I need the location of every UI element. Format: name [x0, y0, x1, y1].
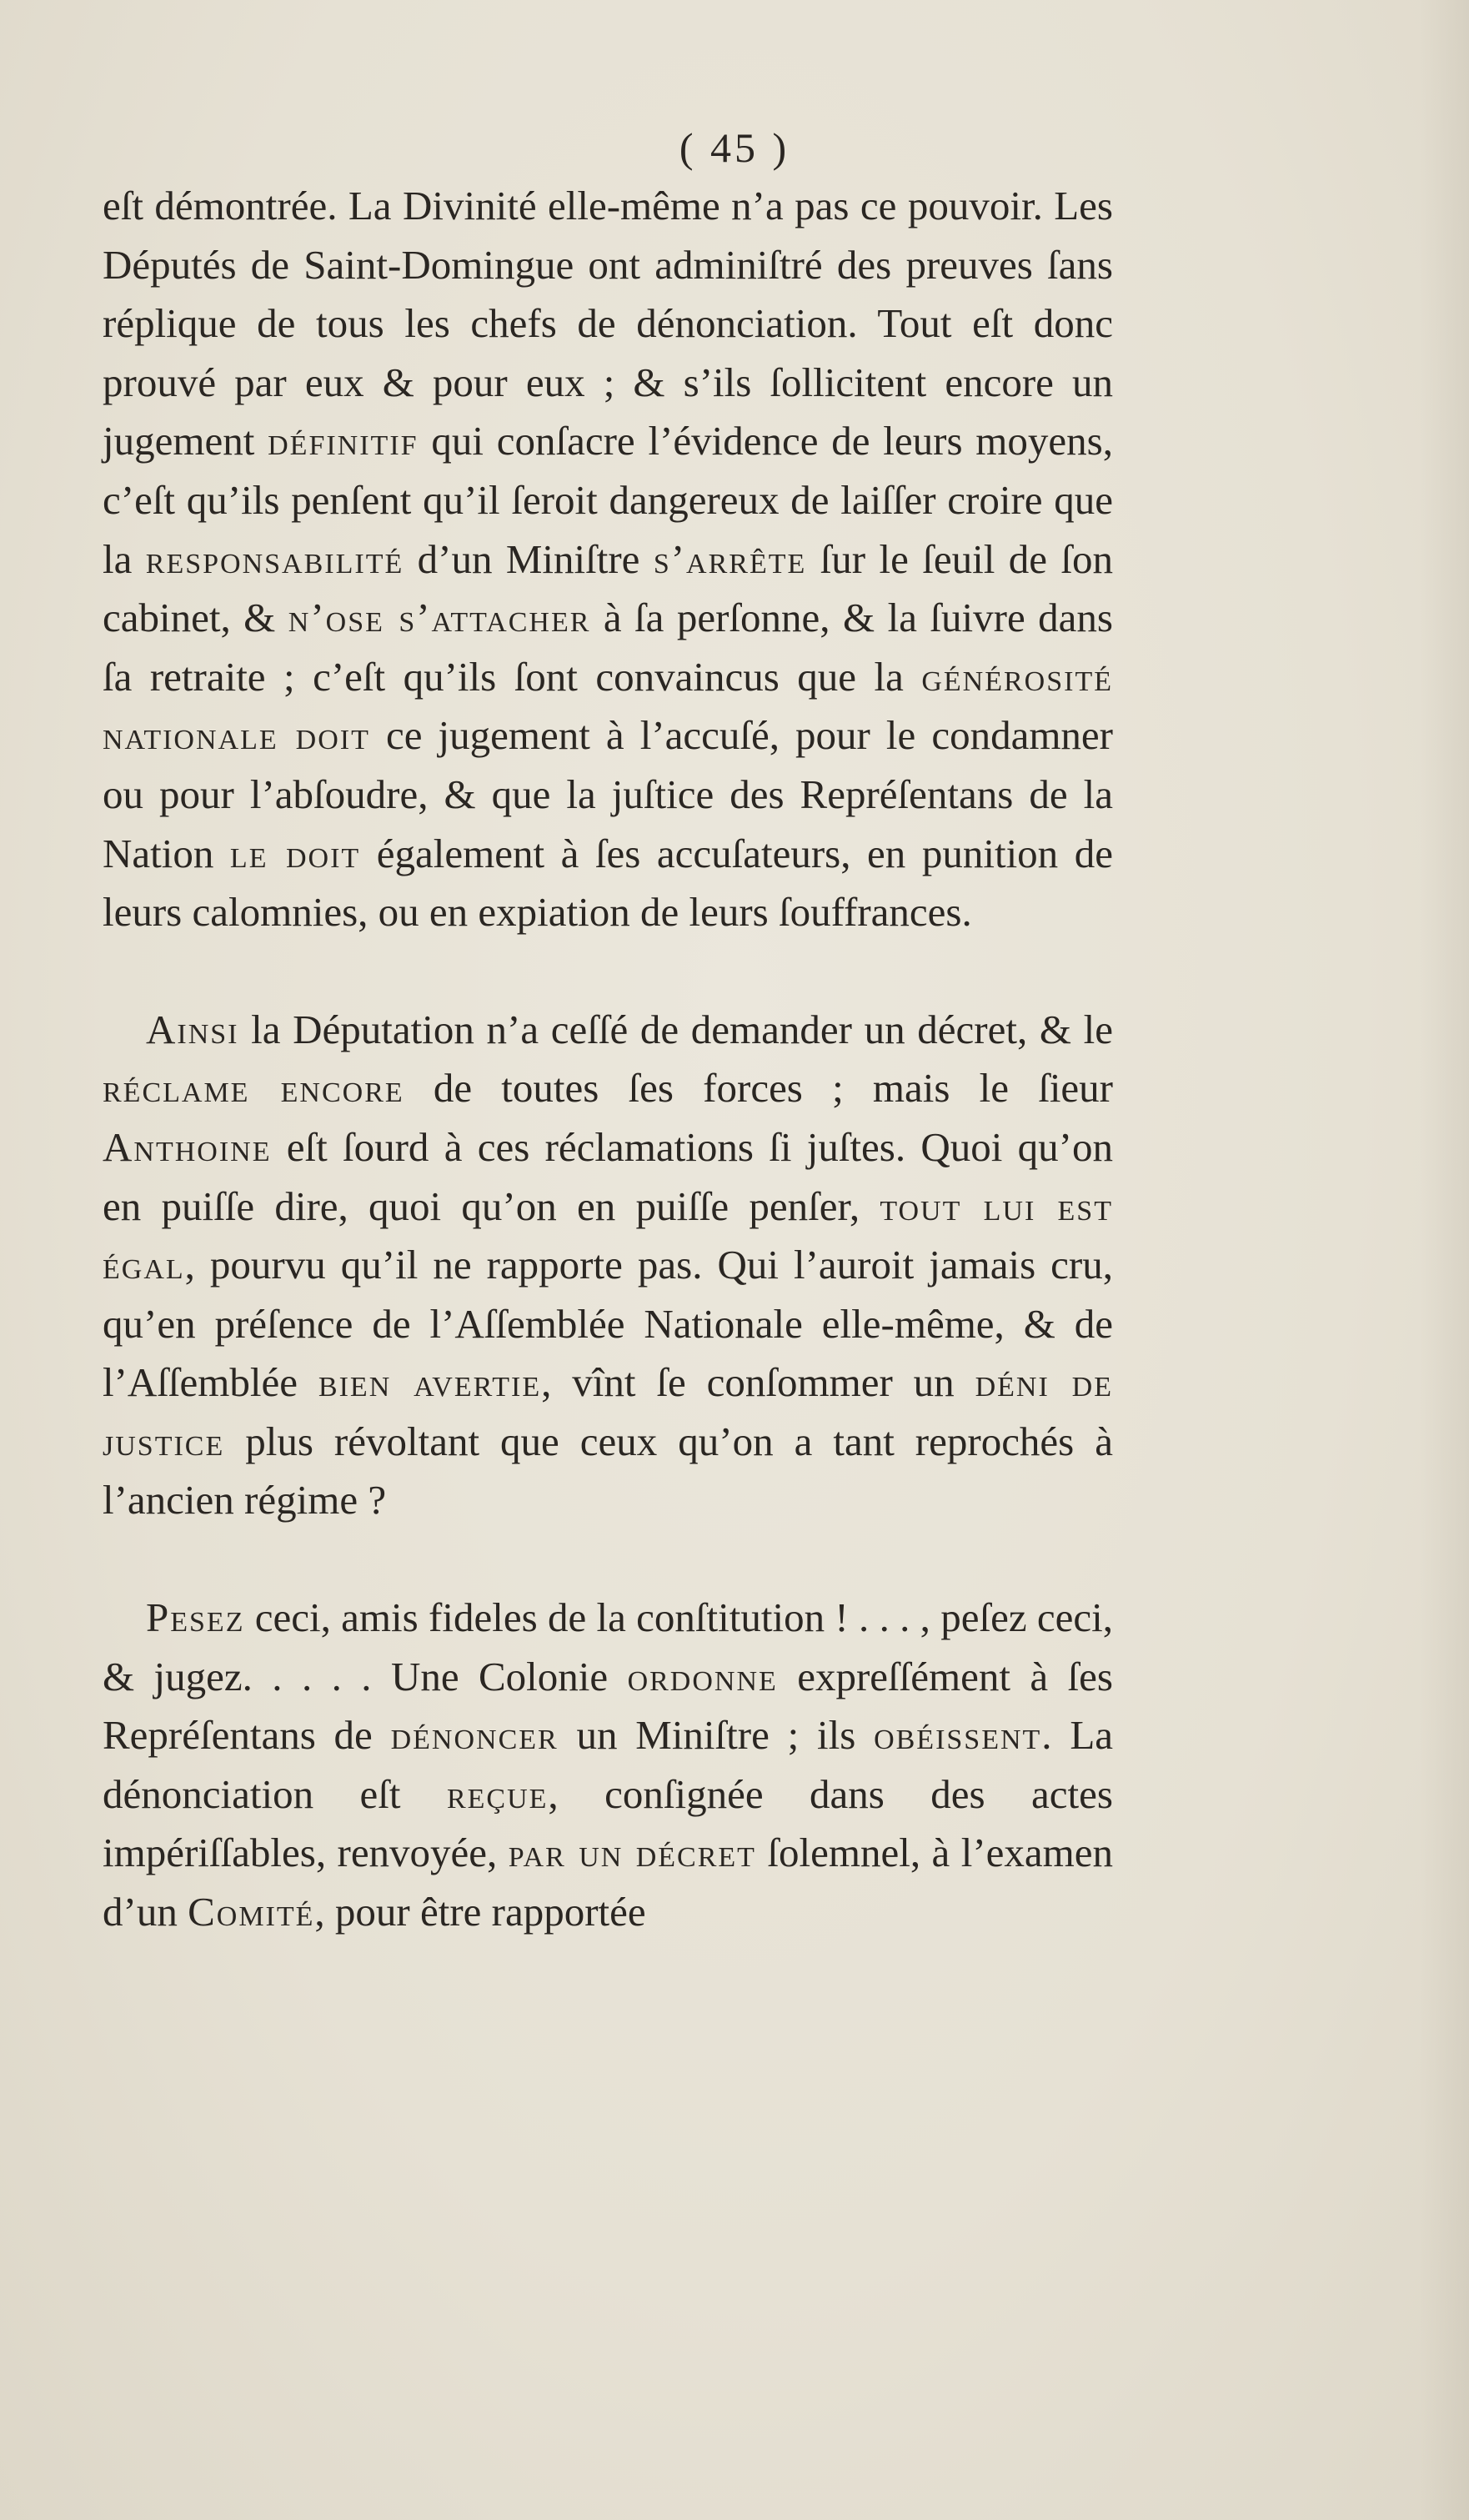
- text-run: eſt démontrée. La Divinité elle-même n’a pas ce pouvoir. Les Députés de Saint-Domingue ont adminiſtré des preuves ſans réplique de tous les chefs de dénonciation. Tout eſt donc prouvé par eux & pour eux ; & s’ils ſollicitent encore un jugement: [103, 183, 1113, 464]
- paragraph: [103, 1589, 1113, 1942]
- text-run: un Miniſtre ; ils: [558, 1712, 875, 1759]
- text-run: qui conſacre l’évidence de leurs moyens, c’eſt qu’ils penſent qu’il ſeroit dangereux de laiſſer croire que la: [103, 418, 1113, 582]
- small-caps-run: le doit: [229, 830, 361, 876]
- small-caps-run: Anthoine: [103, 1123, 272, 1170]
- text-run: , pour être rapportée: [314, 1889, 646, 1935]
- small-caps-run: bien avertie: [318, 1359, 542, 1406]
- text-run: d’un Miniſtre: [404, 535, 654, 582]
- text-run: , conſignée dans des actes impériſſables, renvoyée,: [103, 1770, 1113, 1876]
- text-run: à ſa perſonne, & la ſuivre dans ſa retraite ; c’eſt qu’ils ſont convaincus que la: [103, 595, 1113, 700]
- small-caps-run: ordonne: [627, 1653, 778, 1699]
- small-caps-run: Comité: [188, 1889, 315, 1935]
- text-run: ceci, amis fideles de la conſtitution ! . . . , peſez ceci, & jugez. . . . . Une Colonie: [103, 1594, 1113, 1699]
- text-run: eſt ſourd à ces réclamations ſi juſtes. Quoi qu’on en puiſſe dire, quoi qu’on en puiſſe penſer,: [103, 1123, 1113, 1229]
- small-caps-run: dénoncer: [390, 1712, 559, 1759]
- text-run: , vînt ſe conſommer un: [541, 1359, 975, 1406]
- text-run: également à ſes accuſateurs, en punition de leurs calomnies, ou en expiation de leurs ſouffrances.: [103, 830, 1113, 936]
- text-run: plus révoltant que ceux qu’on a tant reprochés à l’ancien régime ?: [103, 1418, 1113, 1524]
- small-caps-run: obéissent: [874, 1712, 1042, 1759]
- small-caps-run: n’ose s’attacher: [288, 595, 591, 641]
- text-run: ſur le ſeuil de ſon cabinet, &: [103, 535, 1113, 641]
- small-caps-run: tout lui est égal: [103, 1182, 1113, 1288]
- page-number: ( 45 ): [679, 124, 790, 171]
- page-edge-shadow: [1419, 0, 1469, 2520]
- small-caps-run: reçue: [446, 1770, 549, 1817]
- body-text: [103, 177, 1113, 1942]
- text-run: ce jugement à l’accuſé, pour le condamner ou pour l’abſoudre, & que la juſtice des Repréſentans de la Nation: [103, 712, 1114, 876]
- text-run: , pourvu qu’il ne rapporte pas. Qui l’auroit jamais cru, qu’en préſence de l’Aſſemblée Nationale elle-même, & de l’Aſſemblée: [103, 1242, 1113, 1406]
- small-caps-run: Pesez: [146, 1594, 245, 1641]
- paragraph: [103, 177, 1113, 942]
- paragraph: [103, 1001, 1113, 1530]
- small-caps-run: déni de justice: [103, 1359, 1113, 1464]
- small-caps-run: réclame encore: [103, 1065, 404, 1112]
- small-caps-run: responsabilité: [145, 535, 404, 582]
- text-run: la Députation n’a ceſſé de demander un décret, & le: [238, 1006, 1113, 1052]
- small-caps-run: s’arrête: [653, 535, 807, 582]
- small-caps-run: générosité nationale doit: [103, 653, 1113, 759]
- text-run: de toutes ſes forces ; mais le ſieur: [404, 1065, 1113, 1112]
- small-caps-run: définitif: [268, 418, 419, 464]
- text-run: expreſſément à ſes Repréſentans de: [103, 1653, 1113, 1759]
- text-run: . La dénonciation eſt: [103, 1712, 1113, 1817]
- small-caps-run: Ainsi: [146, 1006, 239, 1052]
- small-caps-run: par un décret: [508, 1830, 756, 1876]
- text-run: ſolemnel, à l’examen d’un: [103, 1830, 1114, 1935]
